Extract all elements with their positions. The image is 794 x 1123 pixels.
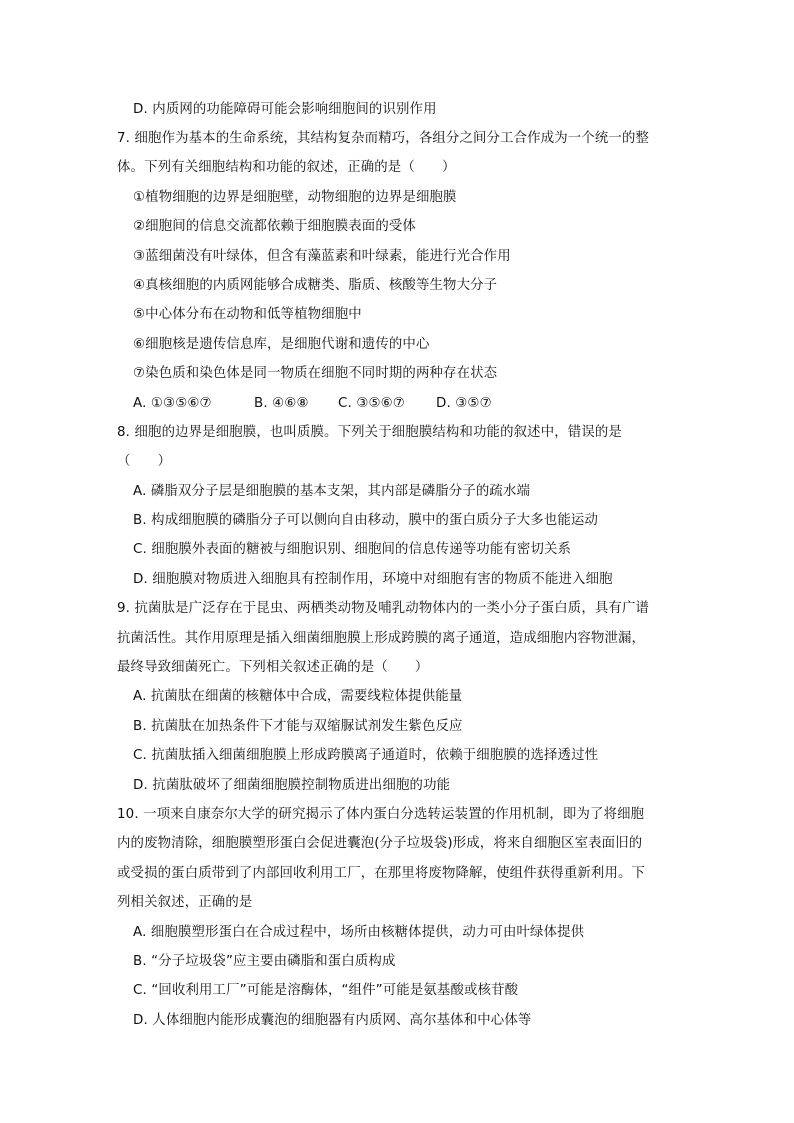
q7-item-2: ②细胞间的信息交流都依赖于细胞膜表面的受体 (133, 219, 416, 234)
q7-option-d: D. ③⑤⑦ (436, 396, 492, 411)
q9-stem-line-2: 抗菌活性。其作用原理是插入细菌细胞膜上形成跨膜的离子通道，造成细胞内容物泄漏， (117, 631, 646, 646)
q8-stem-line-2: （ ） (117, 454, 172, 469)
q9-option-c: C. 抗菌肽插入细菌细胞膜上形成跨膜离子通道时，依赖于细胞膜的选择透过性 (133, 748, 599, 763)
q9-option-a: A. 抗菌肽在细菌的核糖体中合成，需要线粒体提供能量 (133, 689, 463, 704)
q9-stem-line-3: 最终导致细菌死亡。下列相关叙述正确的是（ ） (117, 660, 429, 675)
q7-item-5: ⑤中心体分布在动物和低等植物细胞中 (133, 307, 362, 322)
q8-option-a: A. 磷脂双分子层是细胞膜的基本支架，其内部是磷脂分子的疏水端 (133, 484, 531, 499)
q8-option-b: B. 构成细胞膜的磷脂分子可以侧向自由移动，膜中的蛋白质分子大多也能运动 (133, 513, 598, 528)
q7-item-3: ③蓝细菌没有叶绿体，但含有藻蓝素和叶绿素，能进行光合作用 (133, 249, 511, 264)
q10-option-d: D. 人体细胞内能形成囊泡的细胞器有内质网、高尔基体和中心体等 (133, 1013, 532, 1028)
q10-stem-line-2: 内的废物清除，细胞膜塑形蛋白会促进囊泡(分子垃圾袋)形成，将来自细胞区室表面旧的 (117, 836, 643, 851)
q7-options-row (133, 394, 492, 414)
q10-stem-line-4: 列相关叙述，正确的是 (117, 895, 253, 910)
q7-item-6: ⑥细胞核是遗传信息库，是细胞代谢和遗传的中心 (133, 337, 430, 352)
q9-stem-line-1: 9. 抗菌肽是广泛存在于昆虫、两栖类动物及哺乳动物体内的一类小分子蛋白质，具有广谱 (117, 601, 650, 616)
q10-stem-line-1: 10. 一项来自康奈尔大学的研究揭示了体内蛋白分选转运装置的作用机制，即为了将细胞 (117, 807, 645, 822)
q7-option-c: C. ③⑤⑥⑦ (338, 396, 405, 411)
q8-option-c: C. 细胞膜外表面的糖被与细胞识别、细胞间的信息传递等功能有密切关系 (133, 542, 572, 557)
q7-stem-line-1: 7. 细胞作为基本的生命系统，其结构复杂而精巧，各组分之间分工合作成为一个统一的整 (117, 131, 650, 146)
q8-stem-line-1: 8. 细胞的边界是细胞膜，也叫质膜。下列关于细胞膜结构和功能的叙述中，错误的是 (117, 425, 622, 440)
q7-item-7: ⑦染色质和染色体是同一物质在细胞不同时期的两种存在状态 (133, 366, 498, 381)
q7-option-a: A. ①③⑤⑥⑦ (133, 396, 212, 411)
q10-stem-line-3: 或受损的蛋白质带到了内部回收利用工厂，在那里将废物降解，使组件获得重新利用。下 (117, 866, 646, 881)
q6-option-d: D. 内质网的功能障碍可能会影响细胞间的识别作用 (133, 102, 437, 117)
q9-option-b: B. 抗菌肽在加热条件下才能与双缩脲试剂发生紫色反应 (133, 719, 463, 734)
q7-stem-line-2: 体。下列有关细胞结构和功能的叙述，正确的是（ ） (117, 160, 456, 175)
q8-option-d: D. 细胞膜对物质进入细胞具有控制作用，环境中对细胞有害的物质不能进入细胞 (133, 572, 613, 587)
q7-item-4: ④真核细胞的内质网能够合成糖类、脂质、核酸等生物大分子 (133, 278, 498, 293)
q10-option-c: C. “回收利用工厂”可能是溶酶体，“组件”可能是氨基酸或核苷酸 (133, 983, 519, 998)
q10-option-a: A. 细胞膜塑形蛋白在合成过程中，场所由核糖体提供，动力可由叶绿体提供 (133, 925, 585, 940)
q7-option-b: B. ④⑥⑧ (254, 396, 309, 411)
q9-option-d: D. 抗菌肽破坏了细菌细胞膜控制物质进出细胞的功能 (133, 778, 451, 793)
q10-option-b: B. “分子垃圾袋”应主要由磷脂和蛋白质构成 (133, 954, 396, 969)
q7-item-1: ①植物细胞的边界是细胞壁，动物细胞的边界是细胞膜 (133, 190, 457, 205)
